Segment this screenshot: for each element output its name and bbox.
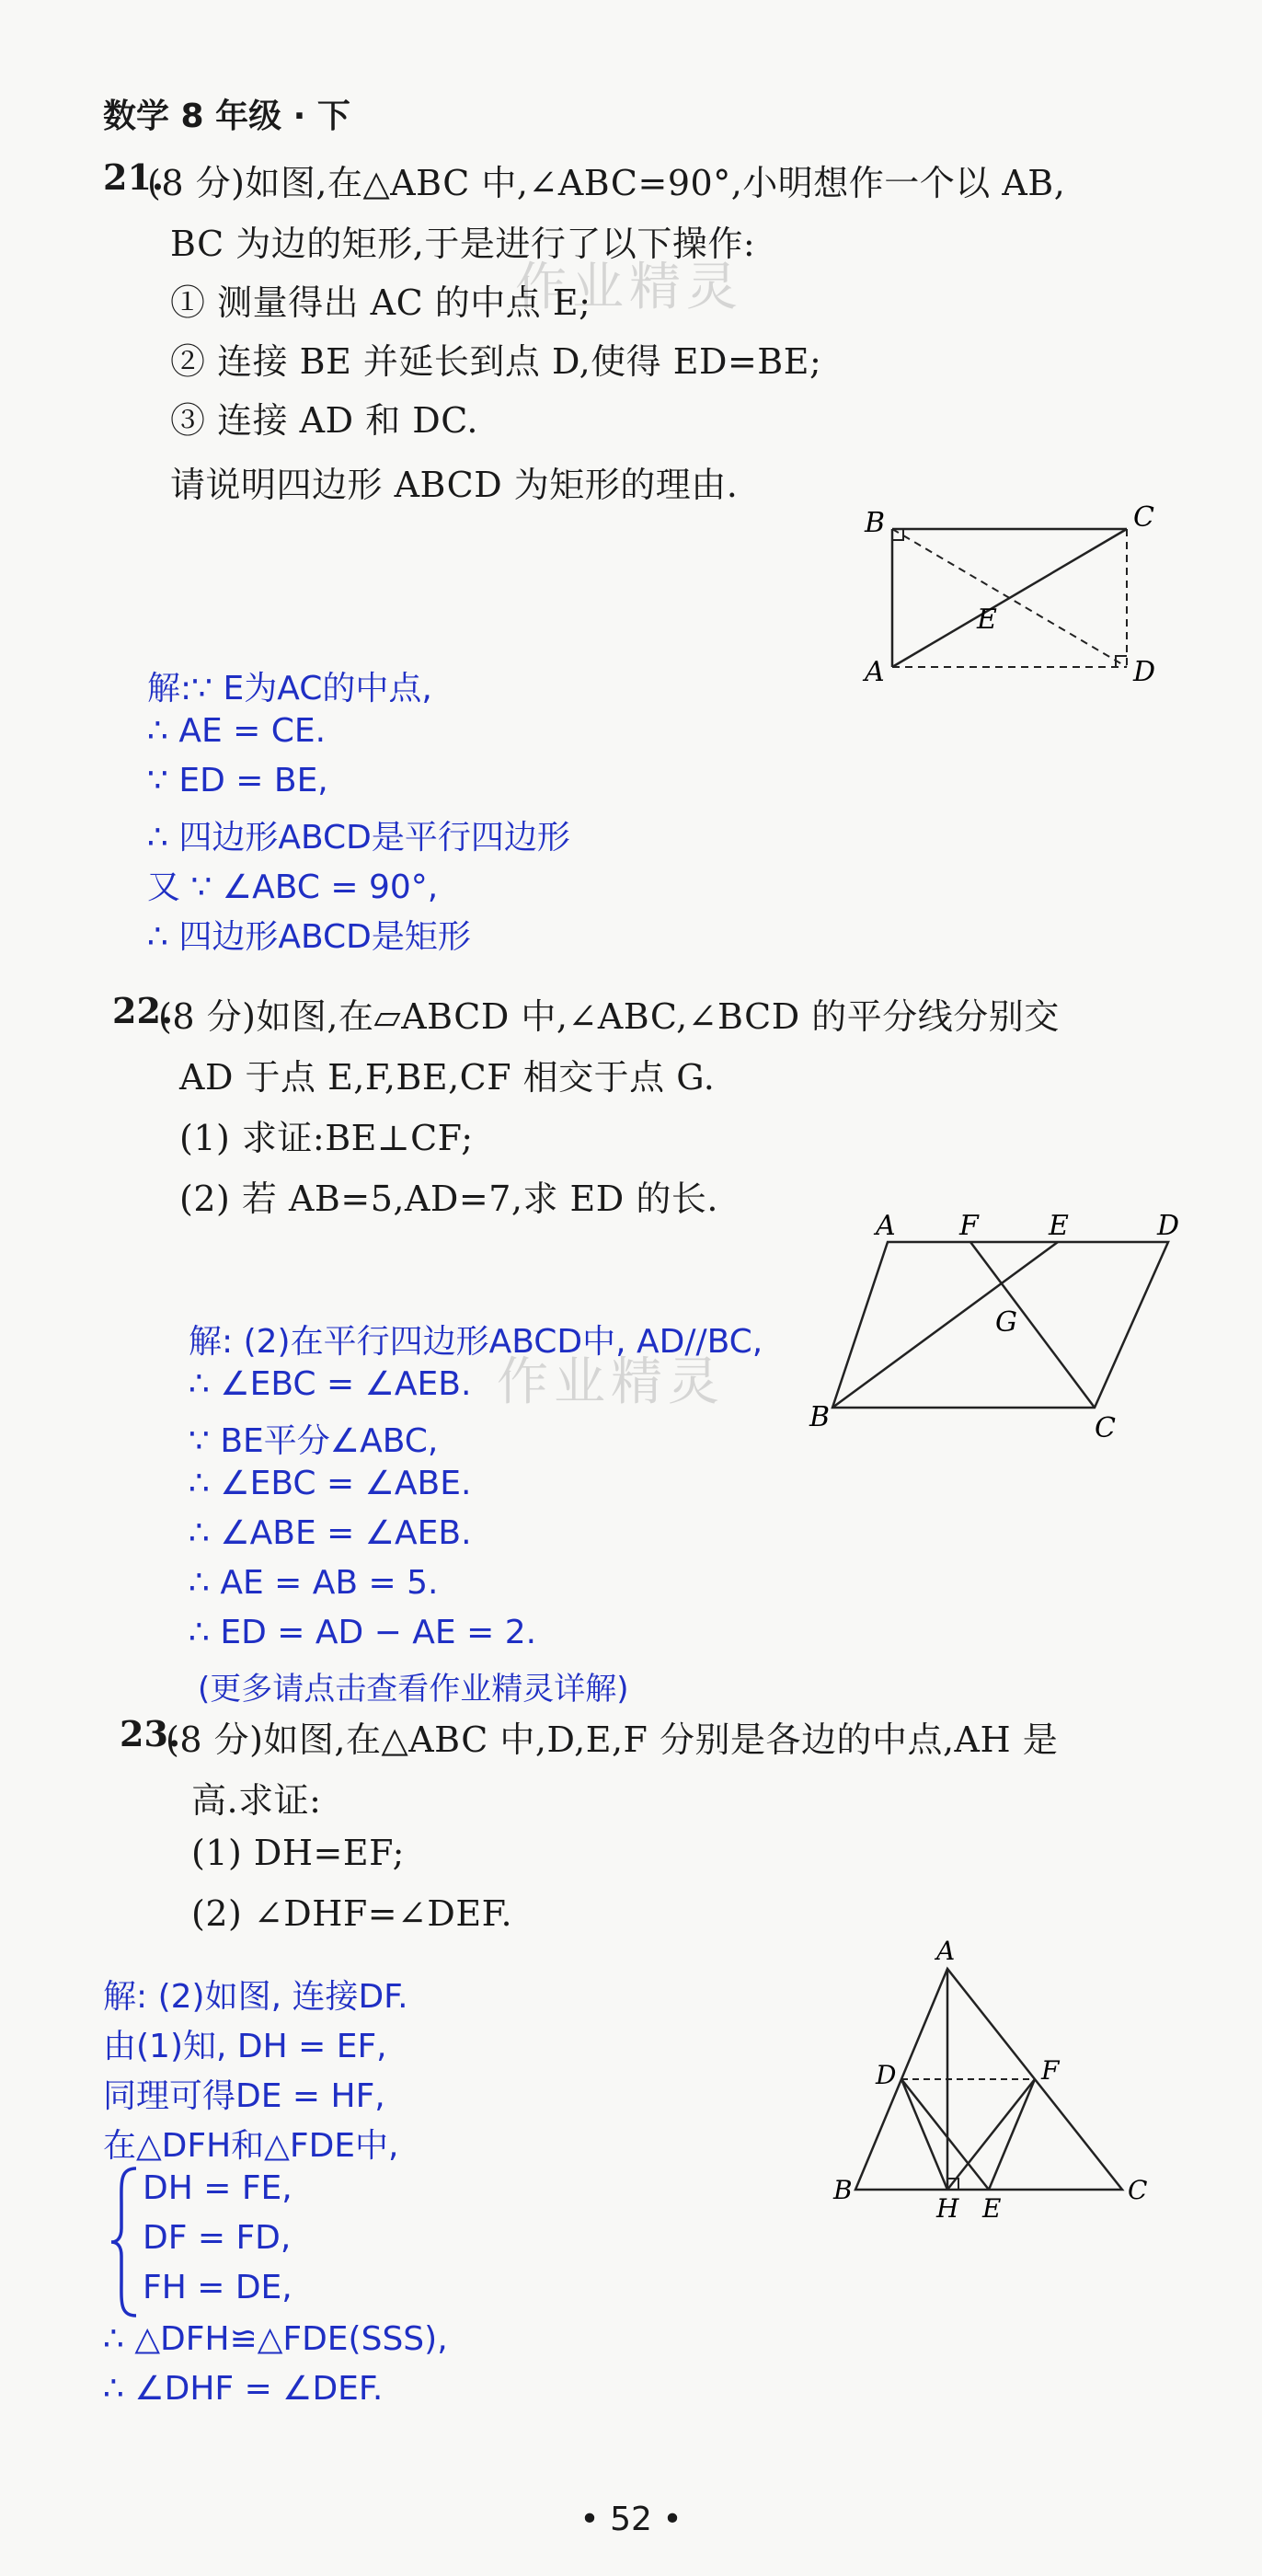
view-more-link[interactable]: (更多请点击查看作业精灵详解) <box>198 1671 629 1708</box>
label-f: F <box>1041 2055 1060 2086</box>
q21-solution-line: ∴ 四边形ABCD是平行四边形 <box>147 819 570 857</box>
label-c: C <box>1095 1412 1116 1444</box>
q21-solution-line: ∴ 四边形ABCD是矩形 <box>147 918 471 956</box>
label-a: A <box>865 656 885 688</box>
question-22-part1: (1) 求证:BE⊥CF; <box>179 1118 474 1158</box>
label-a: A <box>936 1936 956 1966</box>
label-d: D <box>1157 1210 1180 1242</box>
segment-be <box>832 1242 1058 1408</box>
segment-de <box>901 2079 989 2190</box>
question-21-line1: (8 分)如图,在△ABC 中,∠ABC=90°,小明想作一个以 AB, <box>147 163 1066 203</box>
label-d: D <box>876 2060 897 2090</box>
q21-solution-line: ∵ ED = BE, <box>147 762 328 799</box>
segment-fe <box>989 2079 1035 2190</box>
question-23-line2: 高.求证: <box>191 1780 322 1821</box>
question-22-line2: AD 于点 E,F,BE,CF 相交于点 G. <box>179 1057 716 1098</box>
label-e: E <box>1049 1210 1069 1242</box>
q22-solution-line: 解: (2)在平行四边形ABCD中, AD//BC, <box>189 1323 763 1361</box>
question-21-line2: BC 为边的矩形,于是进行了以下操作: <box>170 224 756 264</box>
q23-system-line: DH = FE, <box>143 2169 293 2207</box>
watermark: 作业精灵 <box>515 258 743 317</box>
q23-solution-line: 同理可得DE = HF, <box>103 2077 385 2115</box>
q22-solution-line: ∴ ∠EBC = ∠AEB. <box>189 1365 472 1403</box>
segment-fh <box>947 2079 1035 2190</box>
q23-system-line: DF = FD, <box>143 2219 292 2257</box>
q23-system-line: FH = DE, <box>143 2269 293 2306</box>
label-a: A <box>876 1210 896 1242</box>
q21-solution-line: 又 ∵ ∠ABC = 90°, <box>147 868 439 906</box>
label-e: E <box>982 2193 1002 2224</box>
question-23-line1: (8 分)如图,在△ABC 中,D,E,F 分别是各边的中点,AH 是 <box>166 1719 1059 1760</box>
label-f: F <box>959 1210 979 1242</box>
q23-solution-line: 由(1)知, DH = EF, <box>103 2028 387 2065</box>
question-22-part2: (2) 若 AB=5,AD=7,求 ED 的长. <box>179 1179 718 1219</box>
label-e: E <box>977 604 997 636</box>
label-g: G <box>995 1306 1017 1339</box>
page-number: • 52 • <box>579 2501 683 2538</box>
figure-21-rectangle <box>846 497 1196 699</box>
label-b: B <box>865 507 886 539</box>
q22-solution-line: ∵ BE平分∠ABC, <box>189 1422 439 1460</box>
label-h: H <box>936 2193 959 2224</box>
q23-solution-line: 在△DFH和△FDE中, <box>103 2127 399 2165</box>
question-23-part1: (1) DH=EF; <box>191 1833 405 1873</box>
label-b: B <box>833 2175 853 2205</box>
question-21-number: 21. <box>103 156 165 198</box>
q21-solution-line: 解:∵ E为AC的中点, <box>147 670 432 707</box>
figure-22-parallelogram <box>791 1205 1180 1444</box>
segment-cf <box>970 1242 1095 1408</box>
q23-solution-line: ∴ △DFH≌△FDE(SSS), <box>103 2320 448 2358</box>
q22-solution-line: ∴ ∠EBC = ∠ABE. <box>189 1465 472 1502</box>
question-23-part2: (2) ∠DHF=∠DEF. <box>191 1893 513 1934</box>
q22-solution-line: ∴ ED = AD − AE = 2. <box>189 1614 537 1651</box>
question-21-step1: ① 测量得出 AC 的中点 E; <box>170 282 591 323</box>
question-23-number: 23. <box>120 1713 181 1754</box>
question-21-step3: ③ 连接 AD 和 DC. <box>170 400 478 441</box>
q21-solution-line: ∴ AE = CE. <box>147 712 327 750</box>
question-22-line1: (8 分)如图,在▱ABCD 中,∠ABC,∠BCD 的平分线分别交 <box>158 996 1060 1037</box>
segment-dh <box>901 2079 947 2190</box>
question-21-step2: ② 连接 BE 并延长到点 D,使得 ED=BE; <box>170 341 822 382</box>
system-brace <box>109 2164 145 2320</box>
watermark: 作业精灵 <box>497 1352 725 1412</box>
label-d: D <box>1133 656 1156 688</box>
label-b: B <box>809 1401 831 1433</box>
q22-solution-line: ∴ ∠ABE = ∠AEB. <box>189 1514 472 1552</box>
question-21-ask: 请说明四边形 ABCD 为矩形的理由. <box>170 465 739 505</box>
q22-solution-line: ∴ AE = AB = 5. <box>189 1564 439 1602</box>
q23-solution-line: 解: (2)如图, 连接DF. <box>103 1978 408 2016</box>
label-c: C <box>1133 501 1154 534</box>
q23-solution-line: ∴ ∠DHF = ∠DEF. <box>103 2370 384 2408</box>
page-header: 数学 8 年级 · 下 <box>103 98 350 135</box>
label-c: C <box>1128 2175 1148 2205</box>
question-22-number: 22. <box>112 990 174 1031</box>
figure-23-triangle <box>828 1932 1177 2224</box>
